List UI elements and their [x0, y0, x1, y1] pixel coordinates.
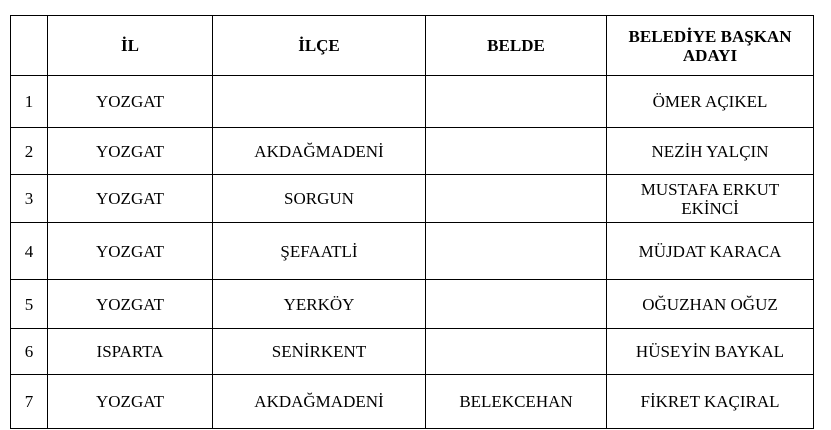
row-number: 1: [11, 76, 48, 128]
cell-belde: [426, 128, 607, 175]
cell-belde: [426, 223, 607, 280]
row-number: 3: [11, 175, 48, 223]
cell-il: YOZGAT: [48, 175, 213, 223]
cell-ilce: [213, 76, 426, 128]
row-number: 7: [11, 375, 48, 429]
table-row: [11, 223, 814, 280]
row-number: 5: [11, 280, 48, 329]
header-belde: BELDE: [426, 16, 607, 76]
cell-il: ISPARTA: [48, 329, 213, 375]
cell-belde: [426, 280, 607, 329]
row-number: 2: [11, 128, 48, 175]
cell-ilce: YERKÖY: [213, 280, 426, 329]
cell-belde: [426, 329, 607, 375]
header-ilce: İLÇE: [213, 16, 426, 76]
table-row: [11, 76, 814, 128]
cell-aday: MÜJDAT KARACA: [607, 223, 814, 280]
cell-aday: OĞUZHAN OĞUZ: [607, 280, 814, 329]
cell-aday: MUSTAFA ERKUT EKİNCİ: [607, 175, 814, 223]
cell-aday: FİKRET KAÇIRAL: [607, 375, 814, 429]
table-row: [11, 280, 814, 329]
cell-belde: [426, 76, 607, 128]
header-row: [11, 16, 814, 76]
cell-ilce: ŞEFAATLİ: [213, 223, 426, 280]
candidate-table-container: [10, 15, 814, 429]
cell-il: YOZGAT: [48, 280, 213, 329]
row-number: 4: [11, 223, 48, 280]
cell-il: YOZGAT: [48, 375, 213, 429]
header-aday: BELEDİYE BAŞKAN ADAYI: [607, 16, 814, 76]
cell-belde: [426, 175, 607, 223]
table-row: [11, 329, 814, 375]
cell-aday: HÜSEYİN BAYKAL: [607, 329, 814, 375]
header-il: İL: [48, 16, 213, 76]
table-row: [11, 175, 814, 223]
header-no: [11, 16, 48, 76]
cell-ilce: AKDAĞMADENİ: [213, 128, 426, 175]
cell-belde: BELEKCEHAN: [426, 375, 607, 429]
cell-il: YOZGAT: [48, 76, 213, 128]
cell-il: YOZGAT: [48, 128, 213, 175]
row-number: 6: [11, 329, 48, 375]
cell-ilce: AKDAĞMADENİ: [213, 375, 426, 429]
cell-aday: NEZİH YALÇIN: [607, 128, 814, 175]
table-row: [11, 128, 814, 175]
table-row: [11, 375, 814, 429]
cell-ilce: SORGUN: [213, 175, 426, 223]
cell-aday: ÖMER AÇIKEL: [607, 76, 814, 128]
cell-il: YOZGAT: [48, 223, 213, 280]
candidate-table: [10, 15, 814, 429]
cell-ilce: SENİRKENT: [213, 329, 426, 375]
